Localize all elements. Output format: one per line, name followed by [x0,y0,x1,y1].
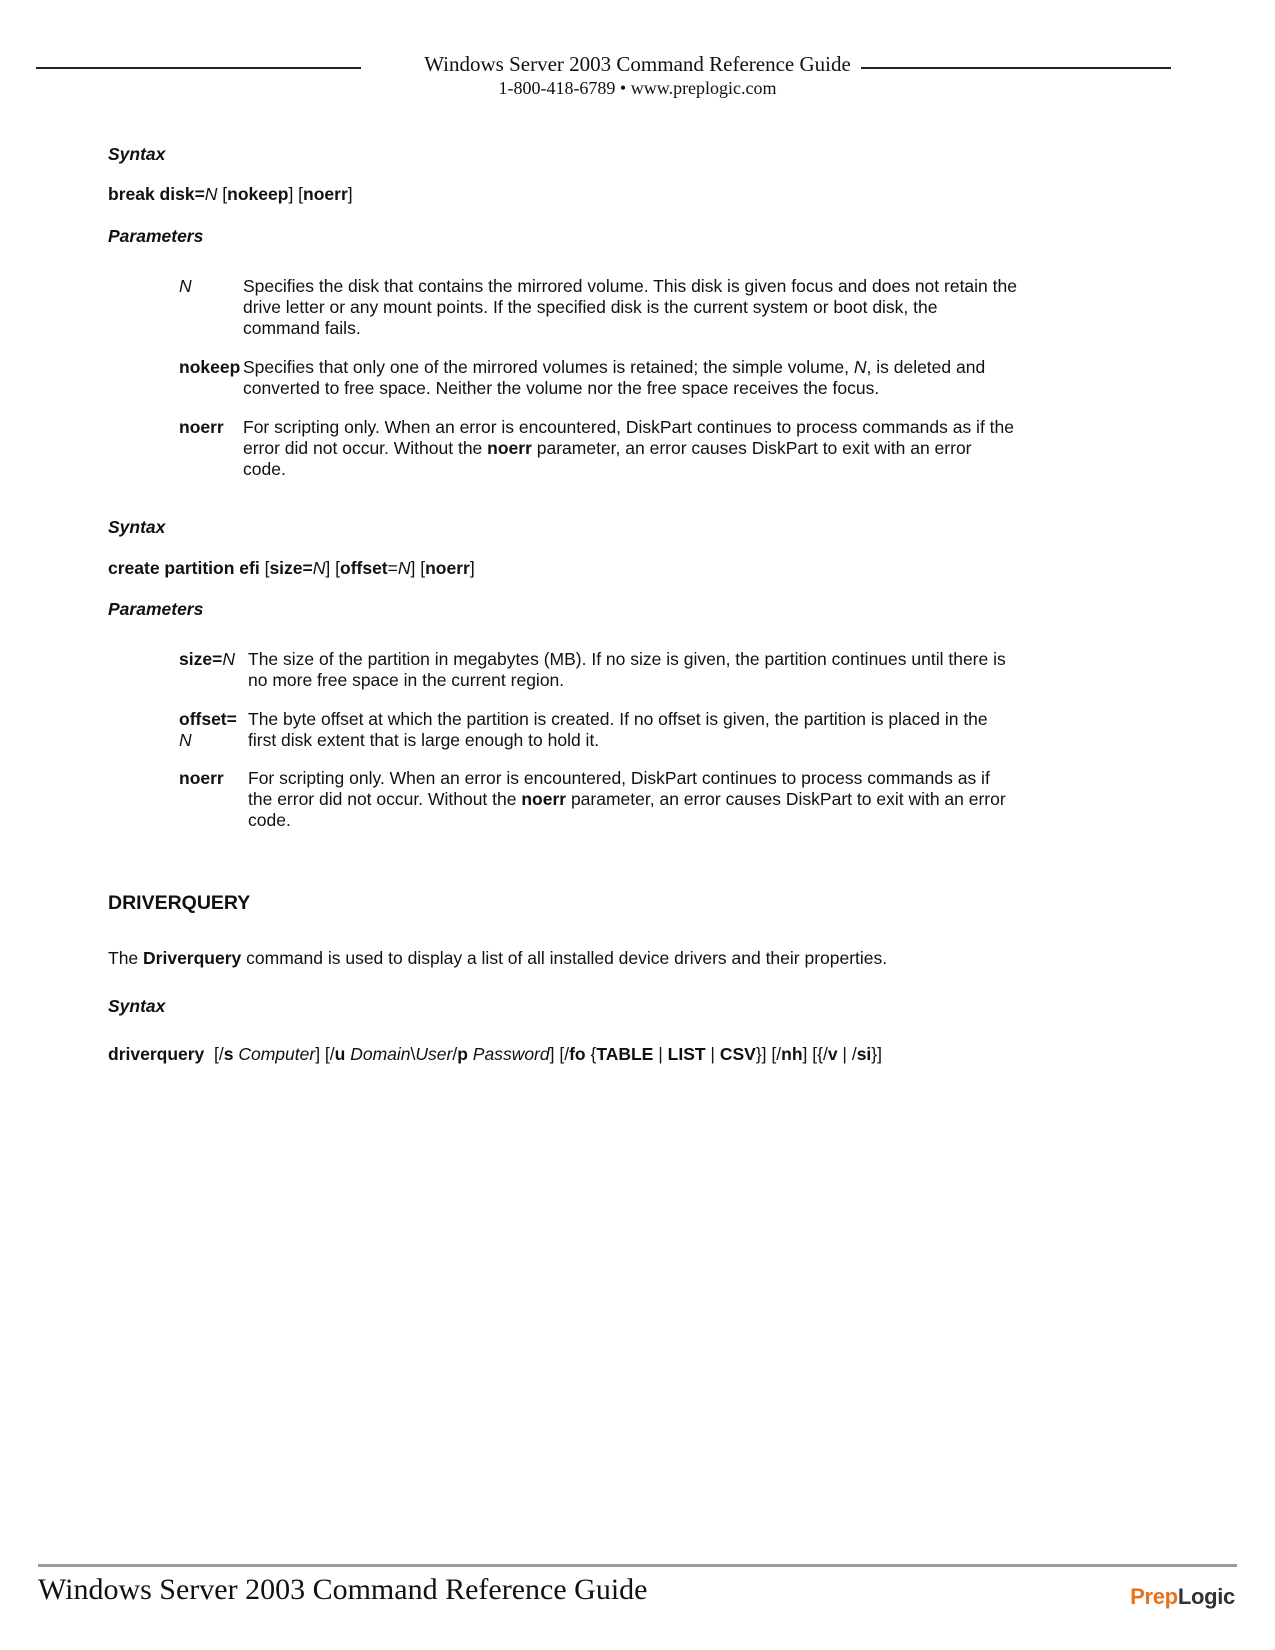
syntax-token: TABLE [596,1044,654,1064]
param-key: offset= N [179,709,237,750]
syntax-token: p [457,1044,468,1064]
header-title: Windows Server 2003 Command Reference Guide [0,52,1275,77]
syntax-command: break disk=N [nokeep] [noerr] [108,184,353,204]
syntax-token: Computer [233,1044,316,1064]
syntax-token: \ [410,1044,416,1064]
syntax-token: { [585,1044,597,1064]
param-key: size=N [179,649,235,669]
section-intro: The Driverquery command is used to display a list of all installed device drivers and their properties. [108,948,888,968]
syntax-token: u [334,1044,346,1064]
syntax-token: si [856,1044,872,1064]
param-description: For scripting only. When an error is encountered, DiskPart continues to process commands as if the error did not occur. Without the noerr parameter, an error causes DiskPart to exit with an error code. [248,768,1006,830]
header-contact: 1-800-418-6789 • www.preplogic.com [0,78,1275,99]
syntax-token: ] [/ [549,1044,570,1064]
syntax-command [108,1044,882,1065]
syntax-token: | / [837,1044,857,1064]
syntax-token: ] [/ [315,1044,335,1064]
preplogic-logo: PrepLogic [1130,1584,1235,1609]
syntax-command: create partition efi [size=N] [offset=N] [noerr] [108,558,475,578]
param-key: noerr [179,417,224,437]
param-description: For scripting only. When an error is encountered, DiskPart continues to process commands as if the error did not occur. Without the noerr parameter, an error causes DiskPart to exit with an error code. [243,417,1014,479]
syntax-token: / [452,1044,458,1064]
syntax-token: CSV [719,1044,756,1064]
syntax-token: fo [569,1044,586,1064]
param-description: Specifies that only one of the mirrored volumes is retained; the simple volume, N, is deleted and converted to free space. Neither the volume nor the free space receives the focus. [243,357,986,398]
syntax-token: s [223,1044,234,1064]
param-description: The size of the partition in megabytes (MB). If no size is given, the partition continues until there is no more free space in the current region. [248,649,1006,690]
syntax-token: Password [467,1044,550,1064]
syntax-token: LIST [667,1044,706,1064]
param-key: noerr [179,768,224,788]
syntax-label: Syntax [108,144,166,164]
syntax-label: Syntax [108,517,166,537]
syntax-token: | [705,1044,720,1064]
syntax-token: | [653,1044,668,1064]
syntax-label: Syntax [108,996,166,1016]
parameters-label: Parameters [108,226,204,246]
param-key: N [179,276,192,296]
syntax-token: ] [{/ [802,1044,828,1064]
parameters-label: Parameters [108,599,204,619]
footer-rule [38,1564,1237,1567]
syntax-token: Domain [345,1044,411,1064]
syntax-token: v [827,1044,838,1064]
syntax-token: User [415,1044,453,1064]
param-description: The byte offset at which the partition is created. If no offset is given, the partition is placed in the first disk extent that is large enough to hold it. [248,709,988,750]
syntax-token: driverquery [108,1044,205,1064]
syntax-token: [/ [204,1044,224,1064]
section-heading: DRIVERQUERY [108,892,251,914]
footer-title: Windows Server 2003 Command Reference Guide [38,1573,648,1606]
syntax-token: }] [871,1044,883,1064]
param-key: nokeep [179,357,241,377]
syntax-token: }] [/ [755,1044,782,1064]
syntax-token: nh [781,1044,803,1064]
param-description: Specifies the disk that contains the mirrored volume. This disk is given focus and does not retain the drive letter or any mount points. If the specified disk is the current system or boot disk, the command fails. [243,276,1017,338]
